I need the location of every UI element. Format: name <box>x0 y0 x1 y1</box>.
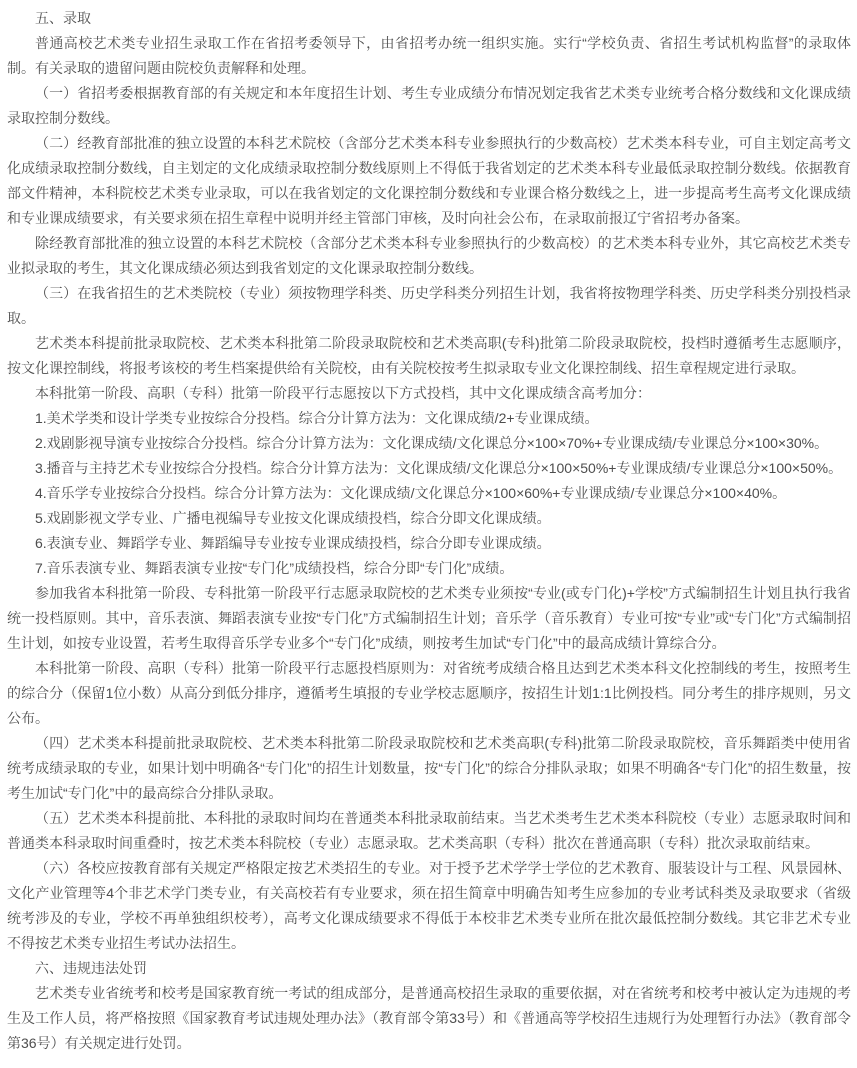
paragraph: 普通高校艺术类专业招生录取工作在省招考委领导下，由省招考办统一组织实施。实行“学校负责、省招生考试机构监督”的录取体制。有关录取的遗留问题由院校负责解释和处理。 <box>7 35 851 76</box>
document-body <box>7 6 851 1056</box>
paragraph: 除经教育部批准的独立设置的本科艺术院校（含部分艺术类本科专业参照执行的少数高校）的艺术类本科专业外，其它高校艺术类专业拟录取的考生，其文化课成绩必须达到我省划定的文化课录取控制分数线。 <box>7 235 851 276</box>
paragraph: （四）艺术类本科提前批录取院校、艺术类本科批第二阶段录取院校和艺术类高职(专科)批第二阶段录取院校，音乐舞蹈类中使用省统考成绩录取的专业，如果计划中明确各“专门化”的招生计划数量，按“专门化”的综合分排队录取；如果不明确各“专门化”的招生数量，按考生加试“专门化”中的最高综合分排队录取。 <box>7 735 851 801</box>
section-heading: 六、违规违法处罚 <box>35 960 147 976</box>
section-heading: 五、录取 <box>35 10 91 26</box>
paragraph: （一）省招考委根据教育部的有关规定和本年度招生计划、考生专业成绩分布情况划定我省艺术类专业统考合格分数线和文化课成绩录取控制分数线。 <box>7 85 851 126</box>
paragraph: 艺术类本科提前批录取院校、艺术类本科批第二阶段录取院校和艺术类高职(专科)批第二阶段录取院校，投档时遵循考生志愿顺序，按文化课控制线，将报考该校的考生档案提供给有关院校，由有关院校按考生拟录取专业文化课控制线、招生章程规定进行录取。 <box>7 335 851 376</box>
paragraph: 艺术类专业省统考和校考是国家教育统一考试的组成部分，是普通高校招生录取的重要依据，对在省统考和校考中被认定为违规的考生及工作人员，将严格按照《国家教育考试违规处理办法》（教育部令第33号）和《普通高等学校招生违规行为处理暂行办法》（教育部令第36号）有关规定进行处罚。 <box>7 985 851 1051</box>
paragraph: 2.戏剧影视导演专业按综合分投档。综合分计算方法为：文化课成绩/文化课总分×100×70%+专业课成绩/专业课总分×100×30%。 <box>35 435 829 451</box>
paragraph: 本科批第一阶段、高职（专科）批第一阶段平行志愿投档原则为：对省统考成绩合格且达到艺术类本科文化控制线的考生，按照考生的综合分（保留1位小数）从高分到低分排序，遵循考生填报的专业学校志愿顺序，按招生计划1:1比例投档。同分考生的排序规则，另文公布。 <box>7 660 851 726</box>
paragraph: 3.播音与主持艺术专业按综合分投档。综合分计算方法为：文化课成绩/文化课总分×100×50%+专业课成绩/专业课总分×100×50%。 <box>35 460 843 476</box>
paragraph: 参加我省本科批第一阶段、专科批第一阶段平行志愿录取院校的艺术类专业须按“专业(或专门化)+学校”方式编制招生计划且执行我省统一投档原则。其中，音乐表演、舞蹈表演专业按“专门化”方式编制招生计划；音乐学（音乐教育）专业可按“专业”或“专门化”方式编制招生计划，如按专业设置，若考生取得音乐学专业多个“专门化”成绩，则按考生加试“专门化”中的最高成绩计算综合分。 <box>7 585 851 651</box>
paragraph: （二）经教育部批准的独立设置的本科艺术院校（含部分艺术类本科专业参照执行的少数高校）艺术类本科专业，可自主划定高考文化成绩录取控制分数线，自主划定的文化成绩录取控制分数线原则上不得低于我省划定的艺术类本科专业最低录取控制分数线。依据教育部文件精神，本科院校艺术类专业录取，可以在我省划定的文化课控制分数线和专业课合格分数线之上，进一步提高考生高考文化课成绩和专业课成绩要求，有关要求须在招生章程中说明并经主管部门审核，及时向社会公布，在录取前报辽宁省招考办备案。 <box>7 135 851 226</box>
paragraph: 6.表演专业、舞蹈学专业、舞蹈编导专业按专业课成绩投档，综合分即专业课成绩。 <box>35 535 551 551</box>
paragraph: 1.美术学类和设计学类专业按综合分投档。综合分计算方法为：文化课成绩/2+专业课成绩。 <box>35 410 599 426</box>
paragraph: 4.音乐学专业按综合分投档。综合分计算方法为：文化课成绩/文化课总分×100×60%+专业课成绩/专业课总分×100×40%。 <box>35 485 787 501</box>
paragraph: （六）各校应按教育部有关规定严格限定按艺术类招生的专业。对于授予艺术学学士学位的艺术教育、服装设计与工程、风景园林、文化产业管理等4个非艺术学门类专业，有关高校若有专业要求，须在招生简章中明确告知考生应参加的专业考试科类及录取要求（省级统考涉及的专业，学校不再单独组织校考），高考文化课成绩要求不得低于本校非艺术类专业所在批次最低控制分数线。其它非艺术专业不得按艺术类专业招生考试办法招生。 <box>7 860 851 951</box>
paragraph: 5.戏剧影视文学专业、广播电视编导专业按文化课成绩投档，综合分即文化课成绩。 <box>35 510 551 526</box>
paragraph: （三）在我省招生的艺术类院校（专业）须按物理学科类、历史学科类分列招生计划，我省将按物理学科类、历史学科类分别投档录取。 <box>7 285 851 326</box>
paragraph: （五）艺术类本科提前批、本科批的录取时间均在普通类本科批录取前结束。当艺术类考生艺术类本科院校（专业）志愿录取时间和普通类本科录取时间重叠时，按艺术类本科院校（专业）志愿录取。艺术类高职（专科）批次在普通高职（专科）批次录取前结束。 <box>7 810 851 851</box>
paragraph: 7.音乐表演专业、舞蹈表演专业按“专门化”成绩投档，综合分即“专门化”成绩。 <box>35 560 514 576</box>
paragraph: 本科批第一阶段、高职（专科）批第一阶段平行志愿按以下方式投档，其中文化课成绩含高考加分： <box>35 385 651 401</box>
